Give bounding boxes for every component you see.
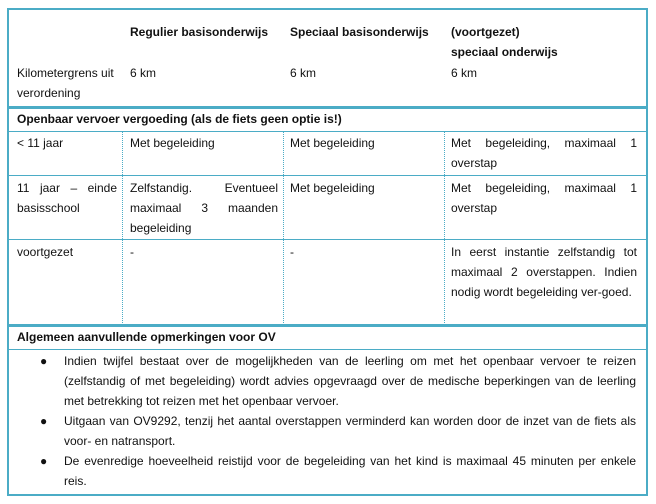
column-divider	[122, 132, 123, 325]
remark-text: Indien twijfel bestaat over de mogelijkheden van de leerling om met het openbaar vervoer te reizen (zelfstandig of met begeleiding) wordt advies opgevraagd over de medische beperkingen van de leerling met betrekking tot reizen met het openbaar vervoer.	[64, 354, 636, 408]
remarks-list	[9, 351, 646, 491]
ov-row-voortgezet: In eerst instantie zelfstandig tot maximaal 2 overstappen. Indien nodig wordt begeleiding ver-goed.	[451, 245, 637, 299]
kilometer-label: Kilometergrens uit verordening	[17, 66, 114, 100]
ov-section-title: Openbaar vervoer vergoeding (als de fiets geen optie is!)	[17, 112, 342, 126]
ov-row-label: 11 jaar – einde basisschool	[17, 181, 117, 215]
remarks-title: Algemeen aanvullende opmerkingen voor OV	[17, 330, 276, 344]
remark-text: De evenredige hoeveelheid reistijd voor de begeleiding van het kind is maximaal 45 minuten per enkele reis.	[64, 454, 636, 488]
remark-text: Uitgaan van OV9292, tenzij het aantal overstappen verminderd kan worden door de inzet van de fiets als voor- en natransport.	[64, 414, 636, 448]
list-item	[9, 451, 646, 491]
row-divider	[9, 175, 646, 176]
ov-row-speciaal: Met begeleiding	[290, 136, 375, 150]
ov-row-label: voortgezet	[17, 245, 74, 259]
column-divider	[283, 132, 284, 325]
ov-row-regulier: Zelfstandig. Eventueel maximaal 3 maanden begeleiding	[130, 181, 278, 235]
ov-row-speciaal: -	[290, 245, 294, 259]
ov-row-speciaal: Met begeleiding	[290, 181, 375, 195]
list-item	[9, 351, 646, 411]
ov-row-regulier: -	[130, 245, 134, 259]
kilometer-regulier: 6 km	[130, 66, 157, 80]
header-regulier: Regulier basisonderwijs	[130, 25, 269, 39]
bullet-icon: ●	[40, 354, 48, 368]
row-divider	[9, 239, 646, 240]
transport-policy-table	[7, 8, 648, 496]
column-divider	[444, 132, 445, 325]
ov-row-voortgezet: Met begeleiding, maximaal 1 overstap	[451, 181, 637, 215]
kilometer-speciaal: 6 km	[290, 66, 317, 80]
header-speciaal: Speciaal basisonderwijs	[290, 25, 429, 39]
bullet-icon: ●	[40, 414, 48, 428]
ov-row-label: < 11 jaar	[17, 136, 64, 150]
row-divider	[9, 131, 646, 132]
header-voortgezet: (voortgezet) speciaal onderwijs	[451, 25, 558, 59]
kilometer-voortgezet: 6 km	[451, 66, 478, 80]
bullet-icon: ●	[40, 454, 48, 468]
remarks-list-container	[9, 351, 646, 491]
list-item	[9, 411, 646, 451]
row-divider	[9, 349, 646, 350]
ov-row-voortgezet: Met begeleiding, maximaal 1 overstap	[451, 136, 637, 170]
ov-row-regulier: Met begeleiding	[130, 136, 215, 150]
